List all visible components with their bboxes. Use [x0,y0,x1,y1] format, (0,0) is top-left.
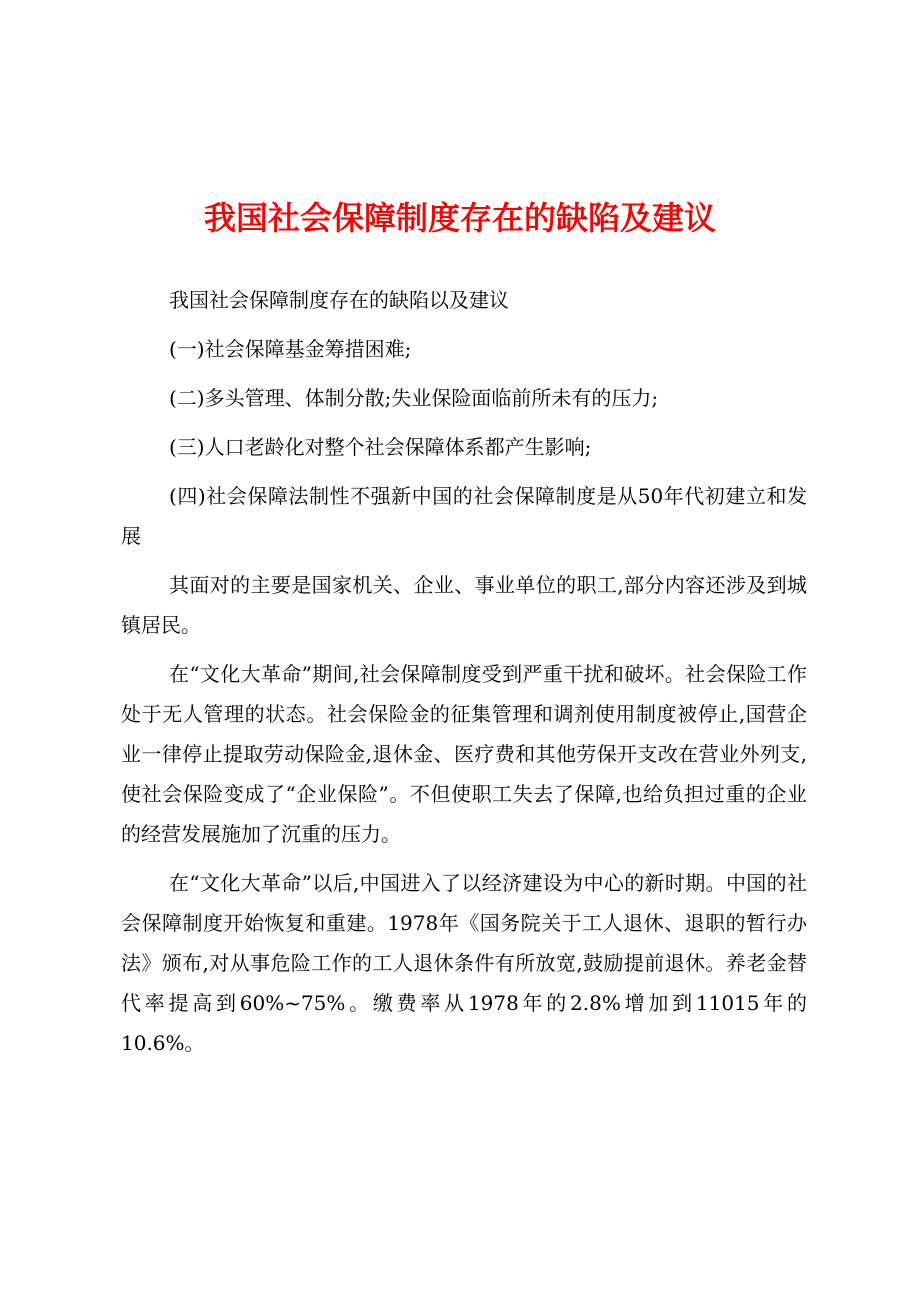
paragraph-item-1: (一)社会保障基金筹措困难; [169,337,412,361]
paragraph-scope: 其面对的主要是国家机关、企业、事业单位的职工,部分内容还涉及到城镇居民。 [121,573,807,637]
paragraph-cultural-revolution: 在“文化大革命”期间,社会保障制度受到严重干扰和破坏。社会保险工作处于无人管理的状态。社会保险金的征集管理和调剂使用制度被停止,国营企业一律停止提取劳动保险金,退休金、医疗费和其他劳保开支改在营业外列支,使社会保险变成了“企业保险”。不但使职工失去了保障,也给负担过重的企业的经营发展施加了沉重的压力。 [121,662,807,846]
document-title: 我国社会保障制度存在的缺陷及建议 [203,199,716,237]
paragraph-item-4: (四)社会保障法制性不强新中国的社会保障制度是从50年代初建立和发展 [121,484,807,548]
paragraph-item-3: (三)人口老龄化对整个社会保障体系都产生影响; [169,435,592,459]
paragraph-reform-era: 在“文化大革命”以后,中国进入了以经济建设为中心的新时期。中国的社会保障制度开始恢复和重建。1978年《国务院关于工人退休、退职的暂行办法》颁布,对从事危险工作的工人退休条件有所放宽,鼓励提前退休。养老金替代率提高到60%~75%。缴费率从1978年的2.8%增加到11015年的10.6%。 [121,871,807,1055]
paragraph-item-2: (二)多头管理、体制分散;失业保险面临前所未有的压力; [169,386,659,410]
paragraph-heading: 我国社会保障制度存在的缺陷以及建议 [169,288,509,312]
document-body [121,280,807,1072]
